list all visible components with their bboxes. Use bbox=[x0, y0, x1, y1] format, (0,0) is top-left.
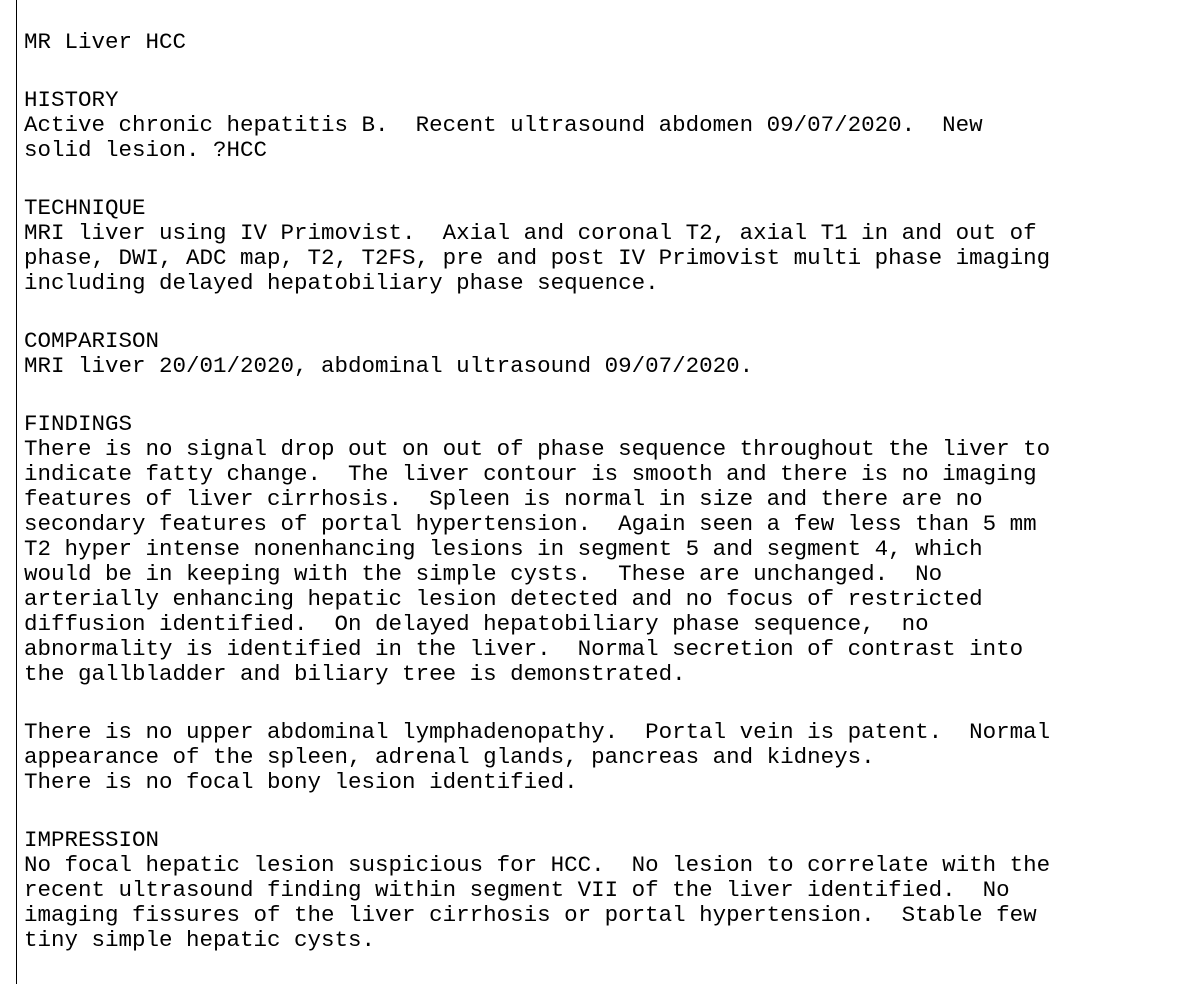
findings-line: would be in keeping with the simple cysts. These are unchanged. No bbox=[24, 561, 943, 587]
findings-line: abnormality is identified in the liver. Normal secretion of contrast into bbox=[24, 636, 1024, 662]
findings-section bbox=[24, 412, 1184, 795]
radiology-report bbox=[24, 30, 1184, 953]
findings-line: There is no upper abdominal lymphadenopathy. Portal vein is patent. Normal bbox=[24, 719, 1051, 745]
findings-line: features of liver cirrhosis. Spleen is normal in size and there are no bbox=[24, 486, 983, 512]
technique-line: MRI liver using IV Primovist. Axial and coronal T2, axial T1 in and out of bbox=[24, 220, 1037, 246]
technique-line: including delayed hepatobiliary phase sequence. bbox=[24, 270, 659, 296]
findings-line: the gallbladder and biliary tree is demonstrated. bbox=[24, 661, 686, 687]
section-gap bbox=[24, 55, 1184, 88]
history-line: Active chronic hepatitis B. Recent ultrasound abdomen 09/07/2020. New bbox=[24, 112, 983, 138]
paragraph-gap bbox=[24, 687, 1184, 720]
impression-section bbox=[24, 828, 1184, 953]
technique-section bbox=[24, 196, 1184, 296]
section-gap bbox=[24, 379, 1184, 412]
impression-line: No focal hepatic lesion suspicious for HCC. No lesion to correlate with the bbox=[24, 852, 1051, 878]
comparison-line: MRI liver 20/01/2020, abdominal ultrasound 09/07/2020. bbox=[24, 353, 754, 379]
history-line: solid lesion. ?HCC bbox=[24, 137, 268, 163]
left-margin-rule bbox=[16, 0, 17, 984]
history-section bbox=[24, 88, 1184, 163]
findings-line: indicate fatty change. The liver contour is smooth and there is no imaging bbox=[24, 461, 1037, 487]
history-heading: HISTORY bbox=[24, 87, 119, 113]
findings-line: secondary features of portal hypertension. Again seen a few less than 5 mm bbox=[24, 511, 1037, 537]
report-title: MR Liver HCC bbox=[24, 29, 187, 55]
findings-heading: FINDINGS bbox=[24, 411, 133, 437]
impression-line: recent ultrasound finding within segment VII of the liver identified. No bbox=[24, 877, 1010, 903]
findings-line: There is no signal drop out on out of phase sequence throughout the liver to bbox=[24, 436, 1051, 462]
section-gap bbox=[24, 296, 1184, 329]
comparison-section bbox=[24, 329, 1184, 379]
findings-line: There is no focal bony lesion identified. bbox=[24, 769, 578, 795]
section-gap bbox=[24, 163, 1184, 196]
section-gap bbox=[24, 795, 1184, 828]
findings-line: diffusion identified. On delayed hepatobiliary phase sequence, no bbox=[24, 611, 929, 637]
findings-line: appearance of the spleen, adrenal glands, pancreas and kidneys. bbox=[24, 744, 875, 770]
findings-line: arterially enhancing hepatic lesion detected and no focus of restricted bbox=[24, 586, 983, 612]
findings-line: T2 hyper intense nonenhancing lesions in segment 5 and segment 4, which bbox=[24, 536, 983, 562]
impression-line: tiny simple hepatic cysts. bbox=[24, 927, 376, 953]
comparison-heading: COMPARISON bbox=[24, 328, 160, 354]
impression-heading: IMPRESSION bbox=[24, 827, 160, 853]
technique-line: phase, DWI, ADC map, T2, T2FS, pre and post IV Primovist multi phase imaging bbox=[24, 245, 1051, 271]
impression-line: imaging fissures of the liver cirrhosis or portal hypertension. Stable few bbox=[24, 902, 1037, 928]
technique-heading: TECHNIQUE bbox=[24, 195, 146, 221]
